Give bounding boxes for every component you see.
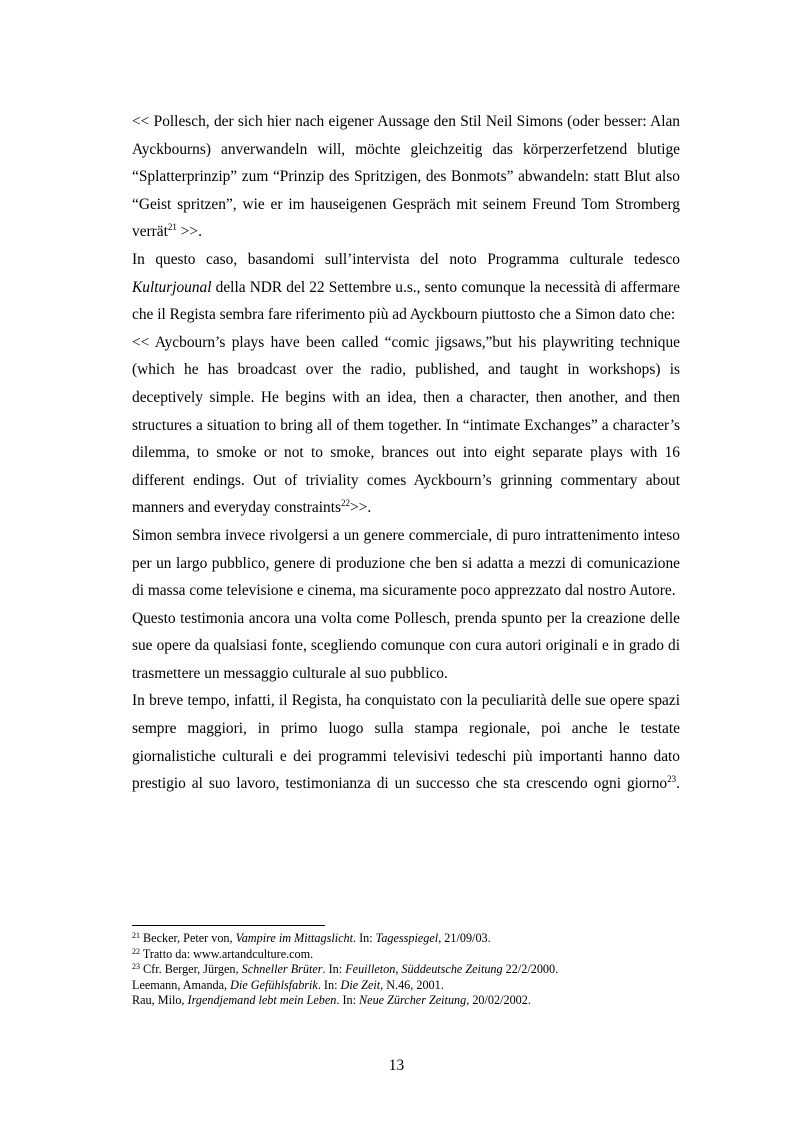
paragraph-quote-pollesch: << Pollesch, der sich hier nach eigener Aussage den Stil Neil Simons (oder besser: Alan Ayckbourns) anverwandeln will, möchte gleichzeitig das körperzerfetzend blutige “Splatterprinzip” zum “Prinzip des Spritzigen, des Bonmots” abwandeln: statt Blut also “Geist spritzen”, wie er im hauseigenen Gespräch mit seinem Freund Tom Stromberg verrät$^{21}$ >>.: [132, 113, 680, 241]
paragraph-simon: Simon sembra invece rivolgersi a un genere commerciale, di puro intrattenimento inteso per un largo pubblico, genere di produzione che ben si adatta a mezzi di comunicazione di massa come televisione e cinema, ma sicuramente poco apprezzato dal nostro Autore.: [132, 526, 680, 600]
footnotes: [132, 931, 680, 1009]
paragraph-quote-ayckbourn: << Aycbourn’s plays have been called “comic jigsaws,”but his playwriting technique (which he has broadcast over the radio, published, and taught in workshops) is deceptively simple. He begins with an idea, then a character, then another, and then structures a situation to bring all of them together. In “intimate Exchanges” a character’s dilemma, to smoke or not to smoke, brances out into eight separate plays with 16 different endings. Out of triviality comes Ayckbourn’s grinning commentary about manners and everyday constraints$^{22}$>>.: [132, 333, 680, 517]
paragraph-breve-tempo: In breve tempo, infatti, il Regista, ha conquistato con la peculiarità delle sue opere spazi sempre maggiori, in primo luogo sulla stampa regionale, poi anche le testate giornalistiche culturali e dei programmi televisivi tedeschi più importanti hanno dato prestigio al suo lavoro, testimonianza di un successo che sta crescendo ogni giorno$^{23}$.: [132, 692, 680, 793]
footnote-23: $^{23}$ Cfr. Berger, Jürgen, Schneller Brüter. In: Feuilleton, Süddeutsche Zeitung 22/2/2000.: [132, 962, 559, 977]
footnote-21: $^{21}$ Becker, Peter von, Vampire im Mittagslicht. In: Tagesspiegel, 21/09/03.: [132, 931, 491, 945]
footnote-ref-23[interactable]: 23: [667, 774, 677, 785]
page-number: 13: [388, 1057, 405, 1074]
paragraph-kulturjournal: In questo caso, basandomi sull’intervista del noto Programma culturale tedesco Kulturjounal della NDR del 22 Settembre u.s., sento comunque la necessità di affermare che il Regista sembra fare riferimento più ad Ayckbourn piuttosto che a Simon dato che:: [132, 250, 680, 324]
footnote-ref-22[interactable]: 22: [340, 498, 350, 509]
body-text: [132, 108, 680, 798]
footnote-ref-21[interactable]: 21: [167, 222, 177, 233]
paragraph-testimonia: Questo testimonia ancora una volta come Pollesch, prenda spunto per la creazione delle sue opere da qualsiasi fonte, scegliendo comunque con cura autori originali e in grado di trasmettere un messaggio culturale al suo pubblico.: [132, 609, 680, 682]
program-title: Kulturjounal: [132, 278, 212, 296]
footnote-22: $^{22}$ Tratto da: www.artandculture.com.: [132, 946, 314, 961]
footnote-23-continued-leemann: Leemann, Amanda, Die Gefühlsfabrik. In: Die Zeit, N.46, 2001.: [132, 977, 444, 992]
footnote-separator: [132, 925, 325, 926]
footnote-23-continued-rau: Rau, Milo, Irgendjemand lebt mein Leben. In: Neue Zürcher Zeitung, 20/02/2002.: [132, 993, 531, 1008]
